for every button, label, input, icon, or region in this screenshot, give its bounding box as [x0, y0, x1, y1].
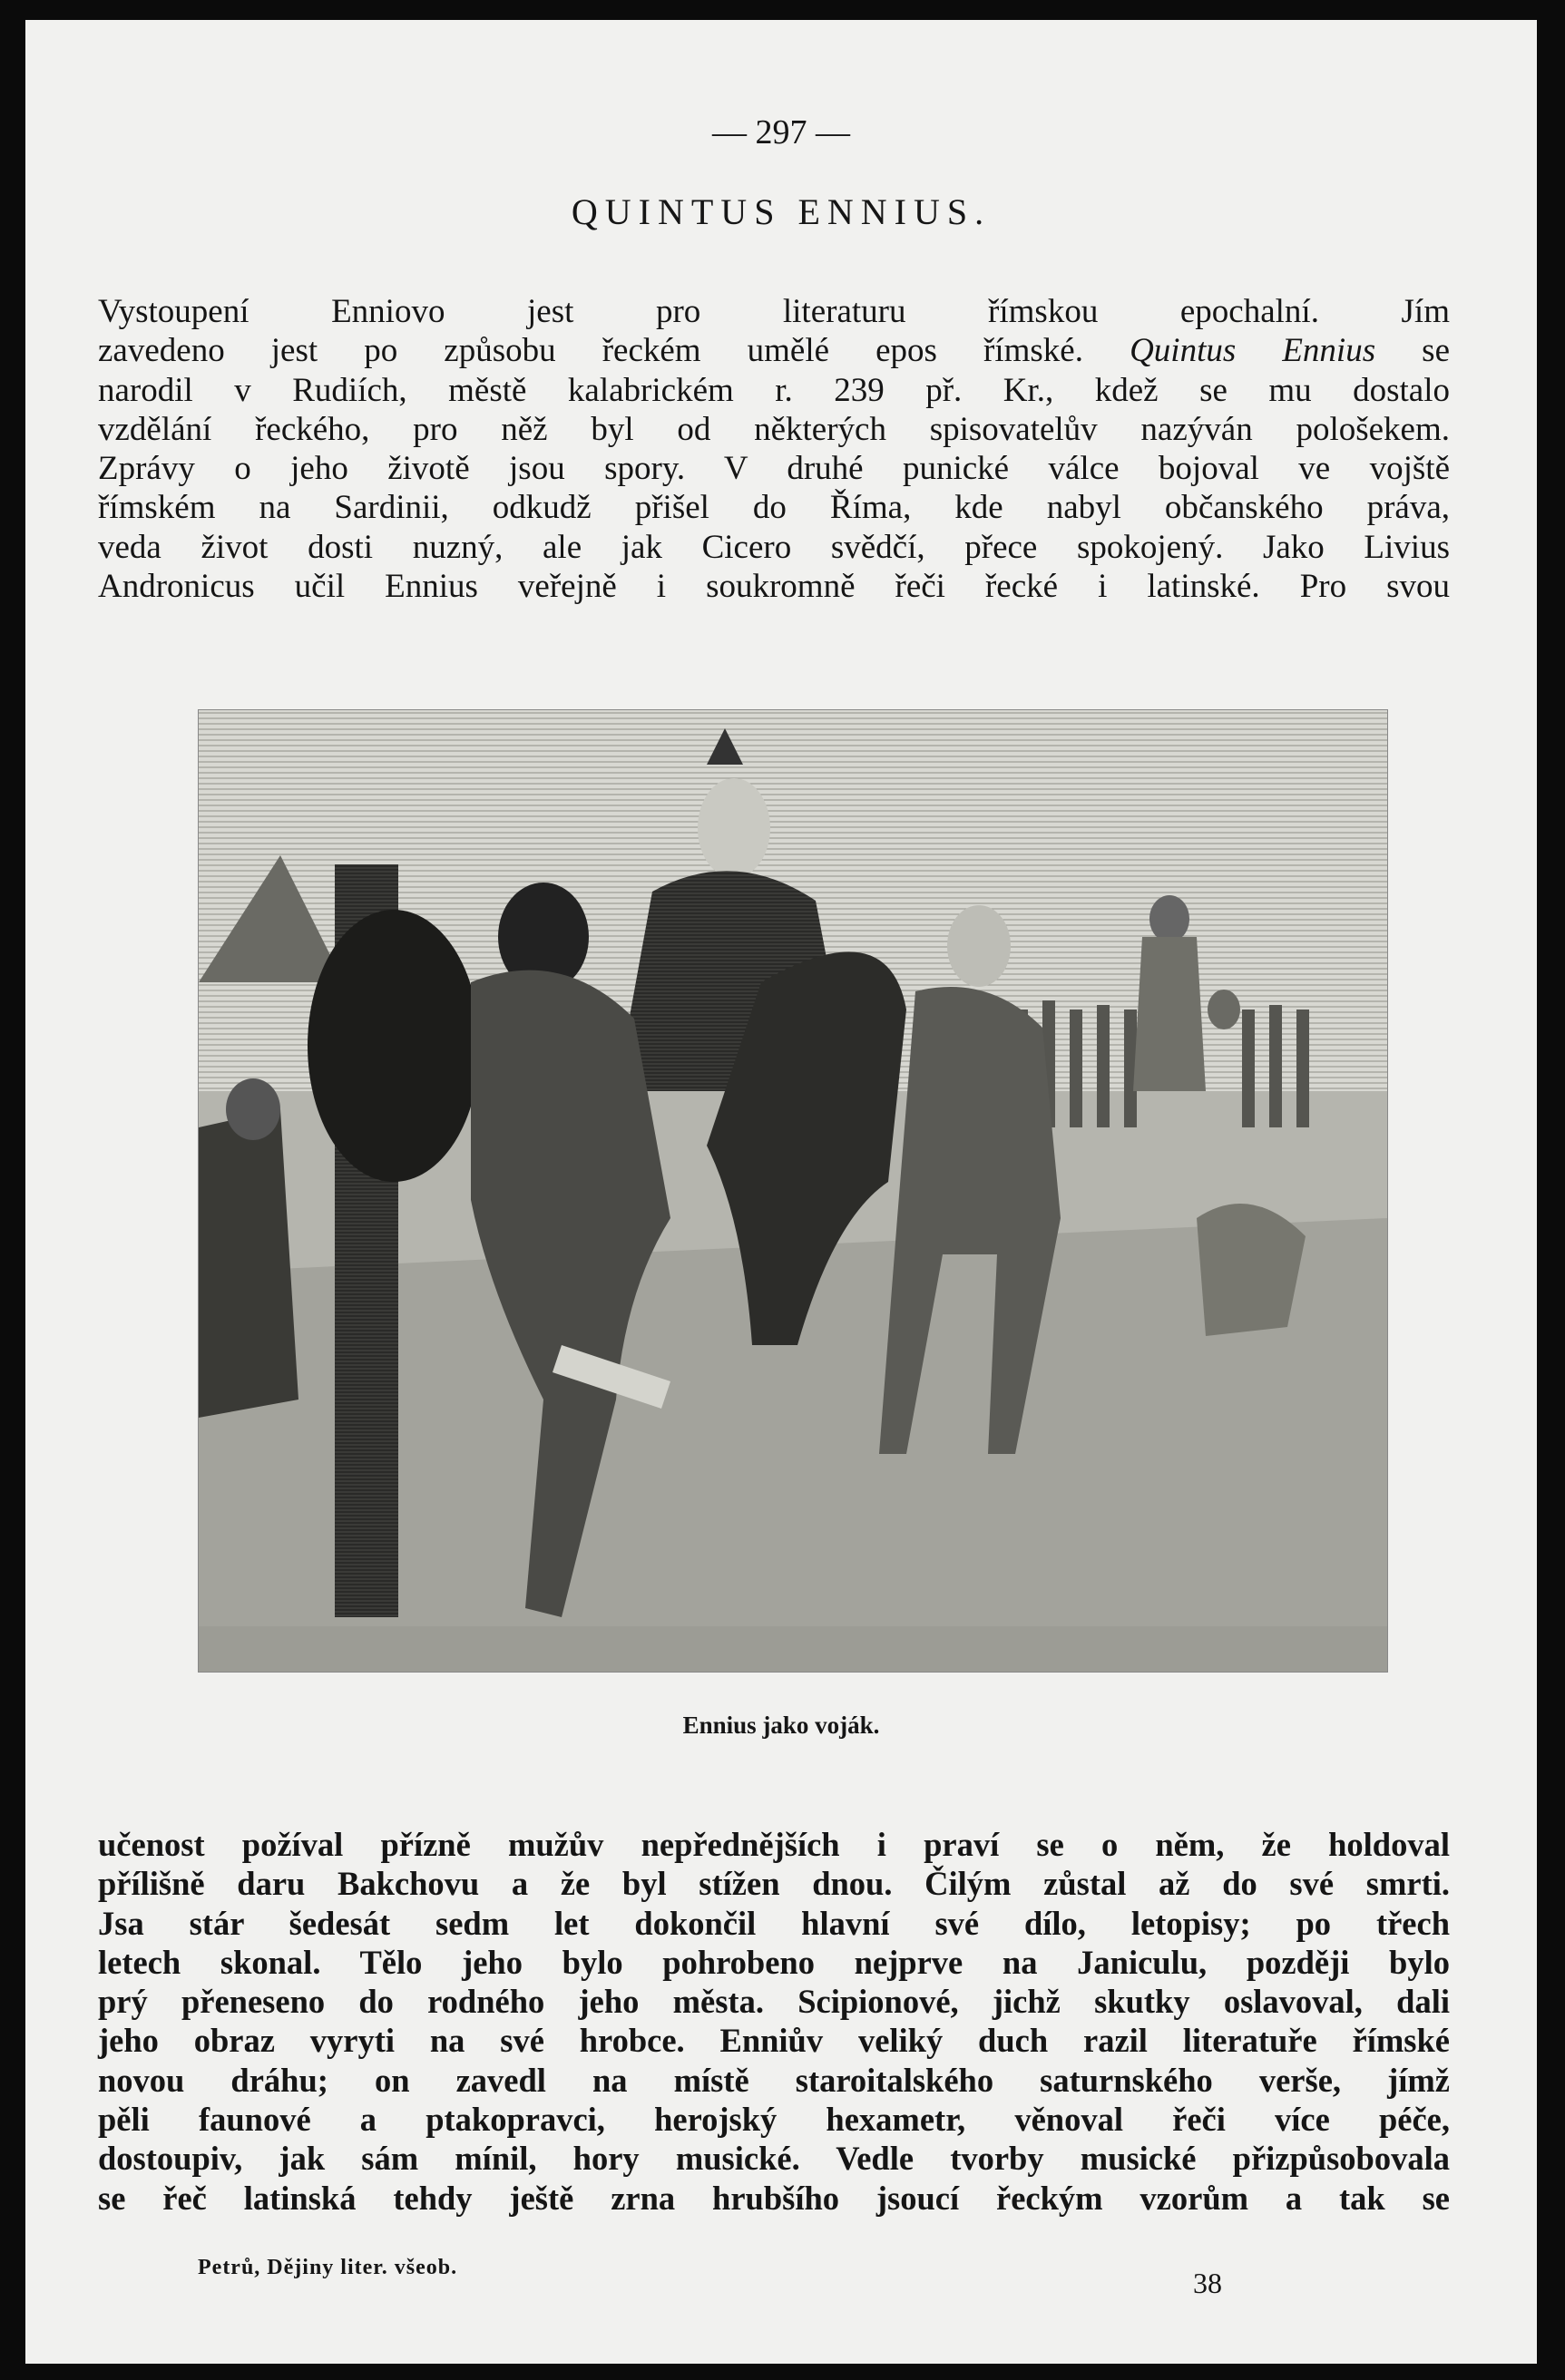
text-line: zavedeno jest po způsobu řeckém umělé epos římské. Quintus Ennius se: [98, 332, 1451, 370]
footer-sheet-number: 38: [1193, 2267, 1222, 2299]
text-line: Jsa stár šedesát sedm let dokončil hlavní své dílo, letopisy; po třech: [98, 1904, 1450, 1942]
text-line: letech skonal. Tělo jeho bylo pohrobeno nejprve na Janiculu, později bylo: [98, 1943, 1450, 1981]
text-line: narodil v Rudiích, městě kalabrickém r. 239 př. Kr., kdež se mu dostalo: [98, 371, 1450, 409]
text-line: veda život dosti nuzný, ale jak Cicero svědčí, přece spokojený. Jako Livius: [98, 528, 1450, 566]
text-line: dostoupiv, jak sám mínil, hory musické. Vedle tvorby musické přizpůsobovala: [98, 2140, 1450, 2178]
text-line: římském na Sardinii, odkudž přišel do Říma, kde nabyl občanského práva,: [98, 489, 1450, 527]
text-line: Andronicus učil Ennius veřejně i soukromně řeči řecké i latinské. Pro svou: [98, 568, 1450, 606]
engraving-soldiers-image: [199, 710, 1387, 1672]
chapter-title: QUINTUS ENNIUS.: [571, 191, 992, 232]
text-line: jeho obraz vyryti na své hrobce. Enniův veliký duch razil literatuře římské: [98, 2022, 1450, 2060]
text-line: vzdělání řeckého, pro něž byl od některých spisovatelův nazýván pološekem.: [98, 410, 1450, 448]
text-line: Vystoupení Enniovo jest pro literaturu římskou epochalní. Jím: [98, 293, 1450, 330]
illustration-caption: Ennius jako voják.: [682, 1712, 880, 1739]
text-line: se řeč latinská tehdy ještě zrna hrubšího jsoucí řeckým vzorům a tak se: [98, 2179, 1450, 2217]
engraving-illustration: [198, 709, 1388, 1673]
page-number: — 297 —: [712, 113, 850, 151]
book-page: [25, 20, 1537, 2364]
author-name-italic: Quintus Ennius: [1130, 332, 1376, 370]
text-line: novou dráhu; on zavedl na místě staroitalského saturnského verše, jímž: [98, 2061, 1450, 2099]
text-line: Zprávy o jeho životě jsou spory. V druhé punické válce bojoval ve vojště: [98, 450, 1450, 488]
text-line: přílišně daru Bakchovu a že byl stížen dnou. Čilým zůstal až do své smrti.: [98, 1865, 1450, 1903]
text-line: pěli faunové a ptakopravci, herojský hexametr, věnoval řeči více péče,: [98, 2101, 1450, 2139]
text-line: prý přeneseno do rodného jeho města. Scipionové, jichž skutky oslavoval, dali: [98, 1983, 1450, 2021]
footer-signature: Petrů, Dějiny liter. všeob.: [198, 2256, 458, 2279]
paragraph-2: [98, 1825, 1450, 2218]
paragraph-1: [98, 292, 1450, 606]
text-line: učenost požíval přízně mužův nepřednějších i praví se o něm, že holdoval: [98, 1826, 1450, 1863]
